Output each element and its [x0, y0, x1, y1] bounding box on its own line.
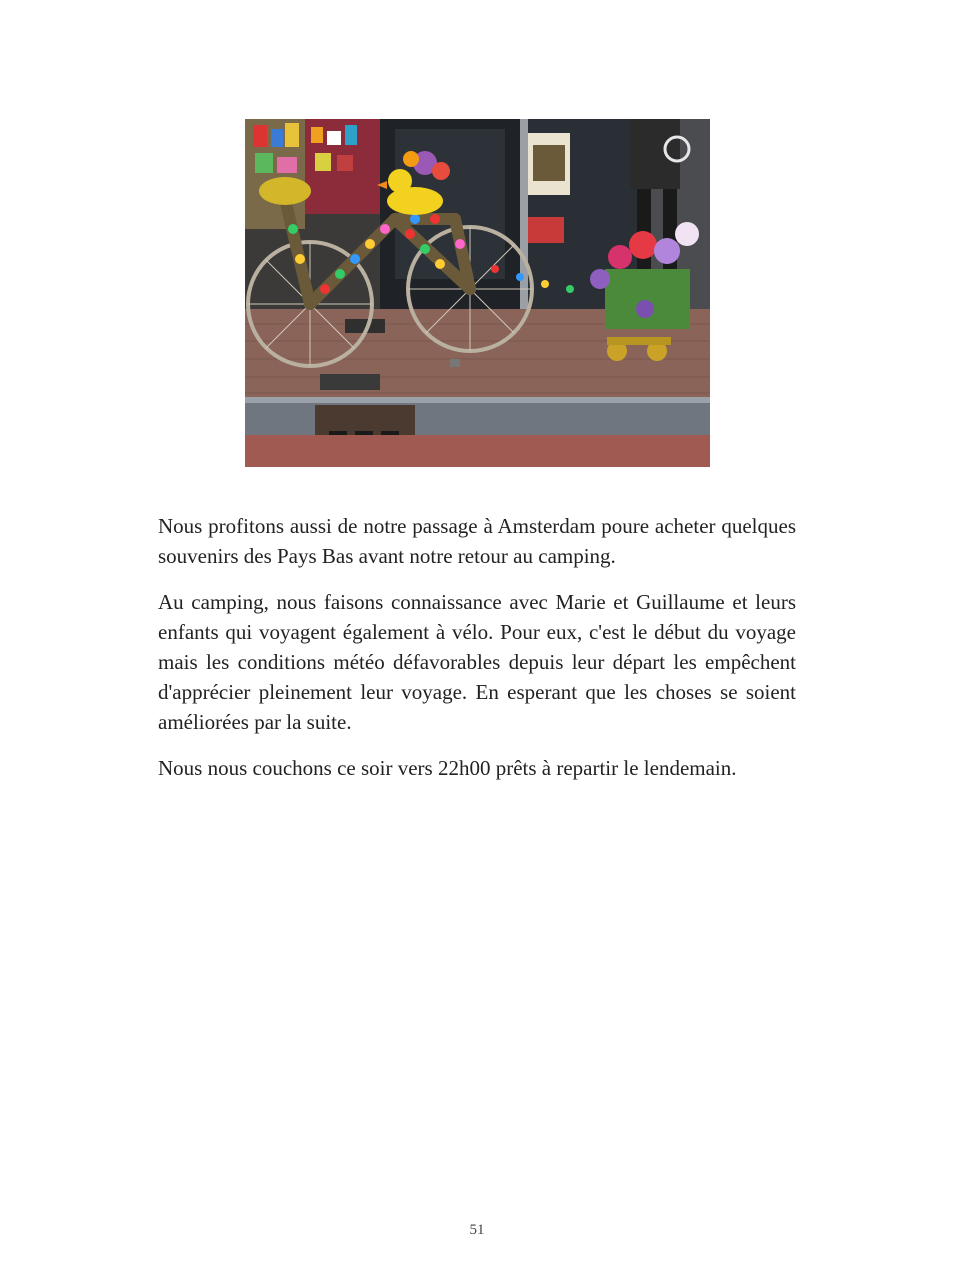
paragraph: Nous profitons aussi de notre passage à Amsterdam poure acheter quelques souvenirs des Pays Bas avant notre retour au camping.	[158, 514, 796, 568]
bicycle-photo-illustration	[245, 119, 710, 467]
body-text	[158, 511, 796, 799]
paragraph: Nous nous couchons ce soir vers 22h00 prêts à repartir le lendemain.	[158, 756, 737, 780]
bicycle-photo	[245, 119, 710, 467]
paragraph: Au camping, nous faisons connaissance avec Marie et Guillaume et leurs enfants qui voyagent également à vélo. Pour eux, c'est le début du voyage mais les conditions météo défavorables depuis leur départ les empêchent d'apprécier pleinement leur voyage. En esperant que les choses se soient améliorées par la suite.	[158, 590, 796, 734]
page-number: 51	[469, 1222, 485, 1238]
